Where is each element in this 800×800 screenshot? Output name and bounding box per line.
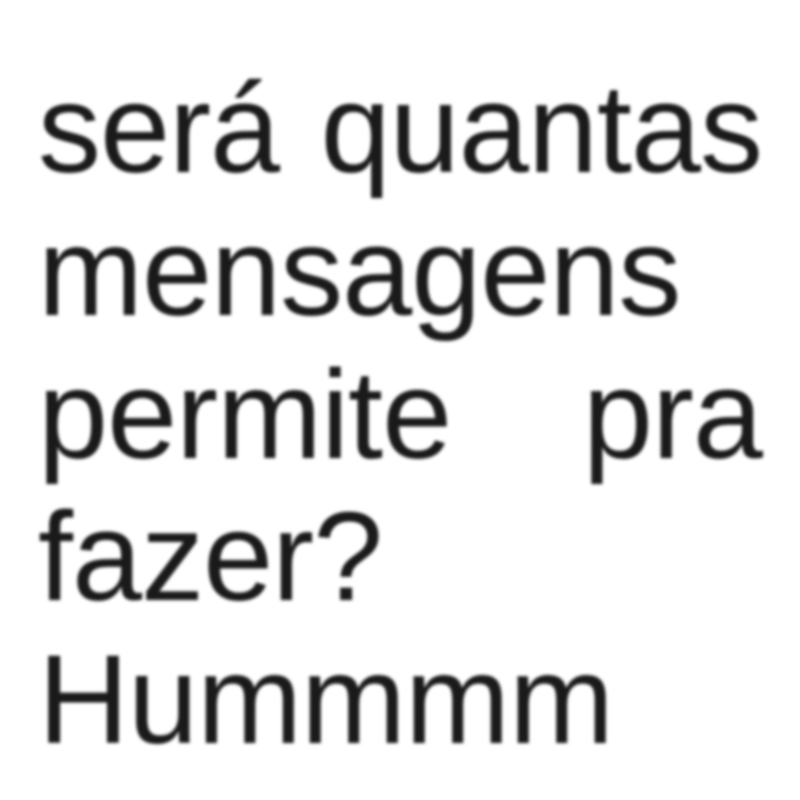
word-sera: será (38, 58, 280, 199)
word-pra: pra (582, 344, 762, 485)
text-line-1 (38, 58, 762, 199)
text-line-2 (38, 201, 762, 342)
text-line-5 (38, 629, 762, 770)
word-hummmm: Hummmm (38, 629, 613, 770)
word-mensagens: mensagens (38, 201, 681, 342)
word-permite: permite (38, 344, 452, 485)
word-quantas: quantas (320, 58, 762, 199)
word-fazer: fazer? (38, 486, 383, 627)
text-line-3 (38, 344, 762, 485)
text-line-4 (38, 486, 762, 627)
